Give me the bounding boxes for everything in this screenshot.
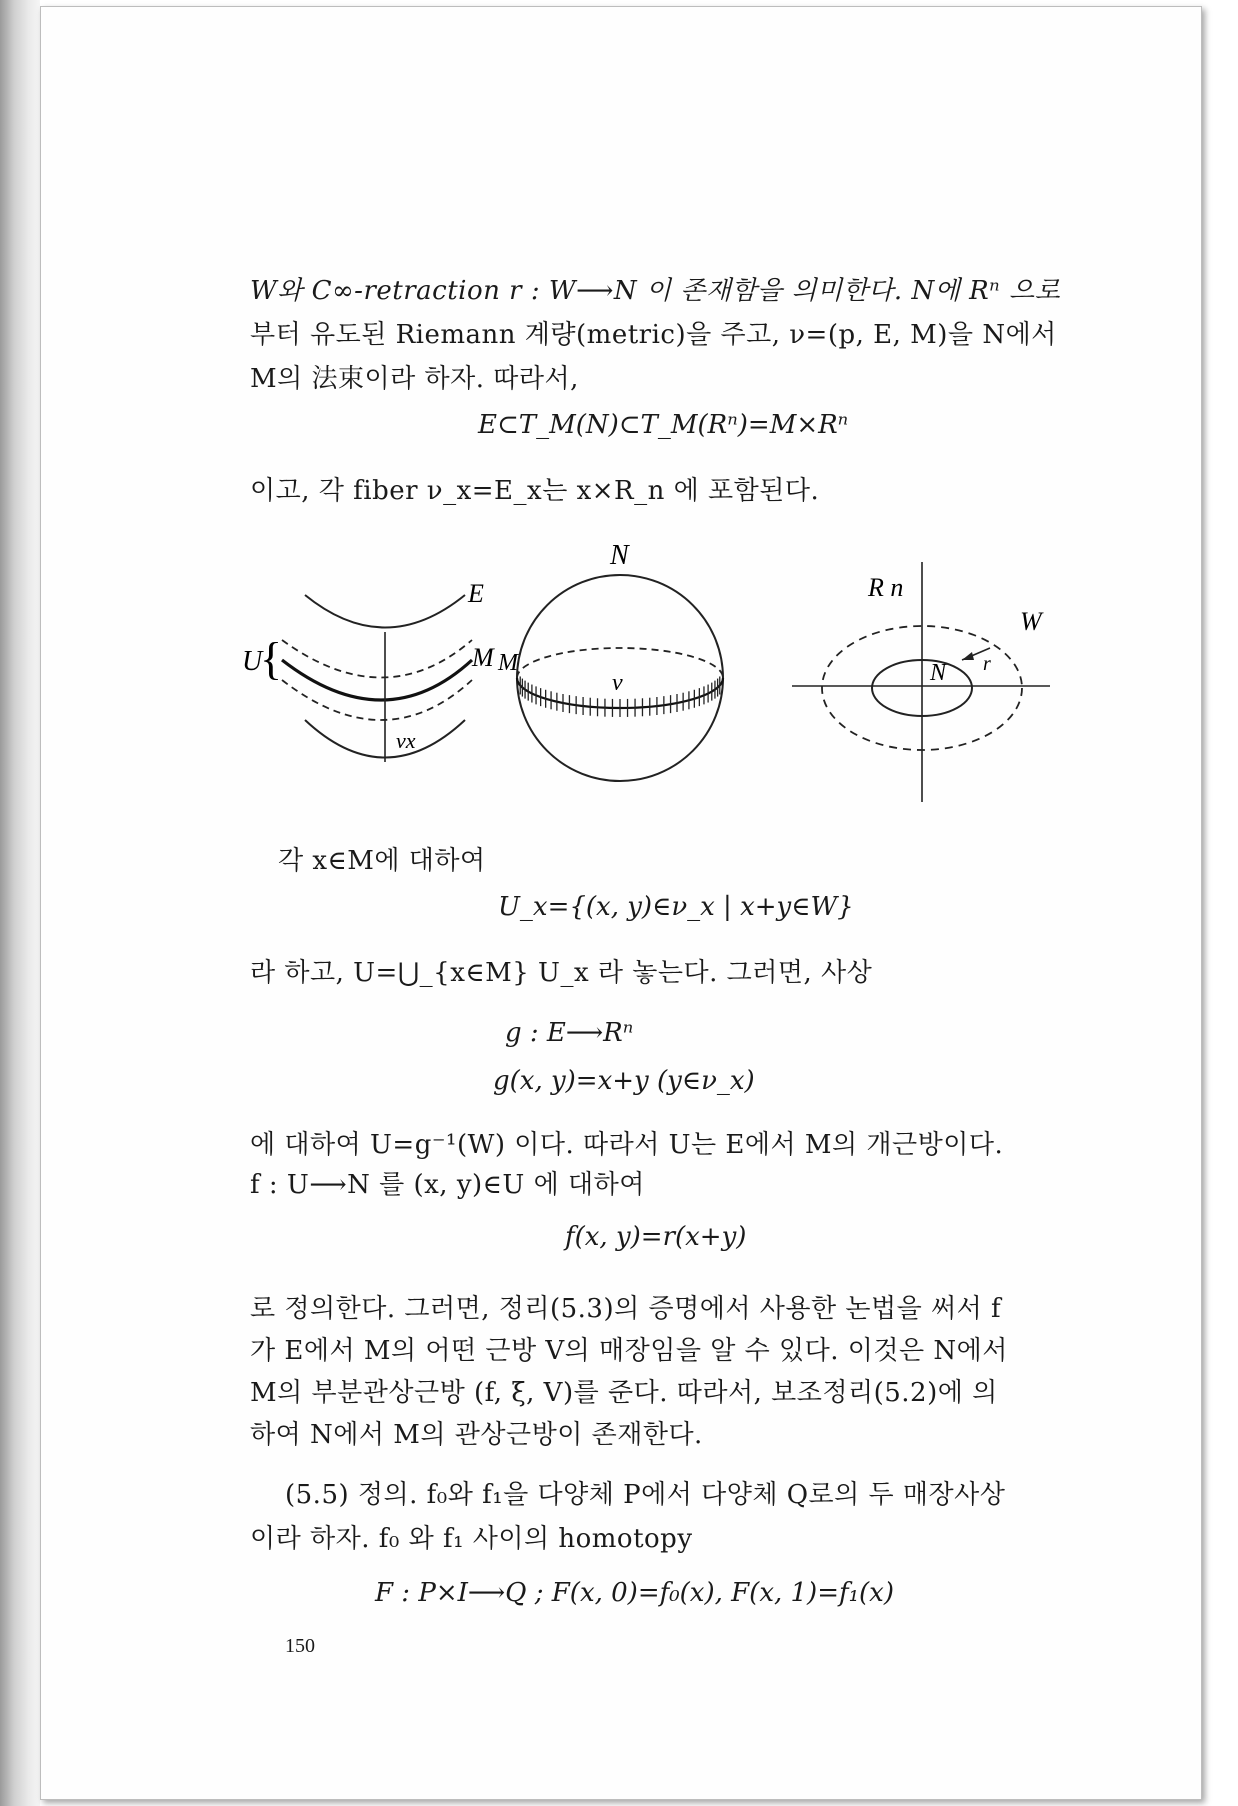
text-line-7: 에 대하여 U=g⁻¹(W) 이다. 따라서 U는 E에서 M의 개근방이다.	[250, 1130, 1004, 1160]
label-nu-sphere: ν	[612, 670, 623, 696]
text-line-2: 부터 유도된 Riemann 계량(metric)을 주고, ν=(p, E, M)을 N에서	[250, 320, 1057, 350]
equation-4: f(x, y)=r(x+y)	[565, 1222, 747, 1252]
label-N-right: N	[930, 660, 947, 686]
label-N-sphere: N	[610, 540, 629, 571]
text-line-4: 이고, 각 fiber ν_x=E_x는 x×R_n 에 포함된다.	[250, 476, 820, 506]
equation-2: U_x={(x, y)∈ν_x | x+y∈W}	[498, 892, 854, 922]
label-nu-x: νx	[396, 728, 416, 753]
equation-5: F : P×I⟶Q ; F(x, 0)=f₀(x), F(x, 1)=f₁(x)	[375, 1578, 894, 1608]
label-W: W	[1020, 607, 1042, 636]
text-line-9: 로 정의한다. 그러면, 정리(5.3)의 증명에서 사용한 논법을 써서 f	[250, 1294, 1002, 1324]
label-Rn: R n	[868, 573, 904, 602]
label-M-sphere: M	[498, 650, 518, 676]
curve-U-upper-dashed	[282, 640, 472, 678]
label-M-left: M	[472, 643, 494, 672]
text-line-12: 하여 N에서 M의 관상근방이 존재한다.	[250, 1420, 703, 1450]
text-line-5: 각 x∈M에 대하여	[278, 846, 486, 876]
text-line-13: (5.5) 정의. f₀와 f₁을 다양체 P에서 다양체 Q로의 두 매장사상	[285, 1480, 1006, 1510]
curve-E-upper	[305, 595, 465, 628]
text-line-3: M의 法束이라 하자. 따라서,	[250, 364, 579, 394]
equation-1: E⊂T_M(N)⊂T_M(Rⁿ)=M×Rⁿ	[478, 410, 849, 440]
text-line-14: 이라 하자. f₀ 와 f₁ 사이의 homotopy	[250, 1524, 693, 1554]
equation-3a: g : E⟶Rⁿ	[505, 1018, 634, 1048]
text-line-11: M의 부분관상근방 (f, ξ, V)를 준다. 따라서, 보조정리(5.2)에 의	[250, 1378, 998, 1408]
figure-right-retraction	[792, 562, 1050, 802]
text-line-6: 라 하고, U=⋃_{x∈M} U_x 라 놓는다. 그러면, 사상	[250, 958, 873, 988]
equation-3b: g(x, y)=x+y (y∈ν_x)	[493, 1066, 755, 1096]
page-number: 150	[285, 1635, 315, 1657]
figure-tubular-neighborhood	[242, 540, 1070, 810]
text-line-1: W와 C∞-retraction r : W⟶N 이 존재함을 의미한다. N에 Rⁿ 으로	[250, 276, 1061, 306]
brace-U: {	[260, 633, 283, 684]
arrow-r-head	[962, 652, 974, 660]
text-line-10: 가 E에서 M의 어떤 근방 V의 매장임을 알 수 있다. 이것은 N에서	[250, 1336, 1008, 1366]
label-r: r	[983, 653, 991, 675]
figure-middle-sphere	[497, 540, 723, 781]
book-spine-edge	[0, 0, 40, 1806]
curve-M	[282, 660, 472, 700]
label-E: E	[468, 579, 484, 608]
text-line-8: f : U⟶N 를 (x, y)∈U 에 대하여	[250, 1170, 645, 1200]
label-U: U	[242, 646, 263, 677]
figure-left-normal-bundle	[242, 579, 495, 762]
